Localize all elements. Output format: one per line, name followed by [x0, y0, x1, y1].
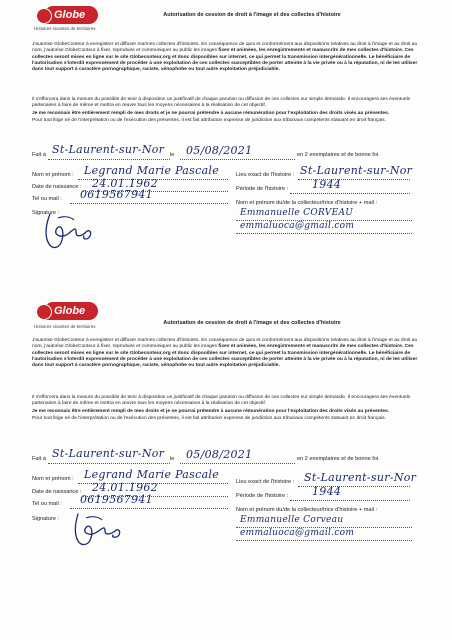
globeconteur-logo: Globe: [34, 302, 100, 324]
fait-a-value: St-Laurent-sur-Nor: [52, 143, 165, 156]
paragraph-consent: J'autorise GlobeConteur à enregistrer et diffuser ma/mes collectes d'histoires. En conséquence de quoi et conformément aux dispositions relatives au droit à l'image et au droit au nom, j'autorise GlobeConteur à fixer, reproduire et communiquer au public les images fixes et animées, les enregistrements et manuscrits de mes collectes d'histoire. Ces collectes seront mises en ligne sur le site Globeconteur.org et donc disponibles sur internet, ce qui permet la transmission intergénérationnelle. Le bénéficiaire de l'autorisation s'interdit expressément de procéder à une exploitation de ces collectes susceptibles de porter atteinte à la vie privée ou à la réputation, ni de les utiliser dans tout support à caractère pornographique, raciste, xénophobe ou tout autre exploitation préjudiciable.: [32, 338, 418, 369]
paragraph-consent: J'autorise GlobeConteur à enregistrer et diffuser ma/mes collectes d'histoires. En conséquence de quoi et conformément aux dispositions relatives au droit à l'image et au droit au nom, j'autorise GlobeConteur à fixer, reproduire et communiquer au public les images fixes et animées, les enregistrements et manuscrits de mes collectes d'histoire. Ces collectes seront mises en ligne sur le site Globeconteur.org et donc disponibles sur internet, ce qui permet la transmission intergénérationnelle. Le bénéficiaire de l'autorisation s'interdit expressément de procéder à une exploitation de ces collectes susceptibles de porter atteinte à la vie privée ou à la réputation, ni de les utiliser dans tout support à caractère pornographique, raciste, xénophobe ou tout autre exploitation préjudiciable.: [32, 42, 418, 73]
label-collecteur: Nom et prénom du/de la collecteur/trice d'histoire + mail :: [236, 507, 378, 513]
heart-icon: [36, 8, 52, 24]
label-date-naissance: Date de naissance :: [32, 489, 82, 495]
paragraph-jurisdiction: Pour tout litige né de l'interprétation ou de l'exécution des présentes, il est fait attribution expresse de juridiction aux tribunaux compétents statuant en droit français.: [32, 118, 386, 123]
globeconteur-logo: Globe: [34, 6, 100, 28]
label-nom-prenom: Nom et prénom :: [32, 172, 74, 178]
label-nom-prenom: Nom et prénom :: [32, 476, 74, 482]
label-copies: en 2 exemplaires et de bonne foi.: [297, 152, 380, 158]
nom-prenom-value: Legrand Marie Pascale: [84, 468, 220, 481]
label-tel-mail: Tel ou mail :: [32, 196, 62, 202]
logo-tagline: Histoires vivantes de territoires: [34, 26, 96, 31]
signature-drawing-1: [40, 208, 100, 254]
paragraph-rights: Je me reconnais être entièrement rempli de mes droits et je ne pourrai prétendre à aucune rémunération pour l'exploitation des droits visés au présentes.: [32, 111, 390, 116]
label-fait-a: Fait à: [32, 152, 46, 158]
document-title: Autorisation de cession de droit à l'image et des collectes d'histoire: [163, 320, 341, 326]
label-signature: Signature :: [32, 210, 60, 216]
label-periode: Période de l'histoire :: [236, 186, 289, 192]
nom-prenom-value: Legrand Marie Pascale: [84, 164, 220, 177]
periode-value: 1944: [312, 178, 342, 191]
tel-mail-value: 0619567941: [80, 493, 153, 506]
label-periode: Période de l'histoire :: [236, 493, 289, 499]
lieu-histoire-value: St-Laurent-sur-Nor: [304, 471, 417, 484]
label-collecteur: Nom et prénom du/de la collecteur/trice d'histoire + mail :: [236, 200, 378, 206]
label-lieu-histoire: Lieu exact de l'histoire :: [236, 479, 295, 485]
authorization-form-2: [0, 296, 452, 616]
collecteur-nom-value: Emmanuelle CORVEAU: [240, 208, 354, 218]
label-fait-a: Fait à: [32, 456, 46, 462]
label-copies: en 2 exemplaires et de bonne foi.: [297, 456, 380, 462]
label-lieu-histoire: Lieu exact de l'histoire :: [236, 172, 295, 178]
label-signature: Signature :: [32, 516, 60, 522]
paragraph-diffusion: Il s'efforcera dans la mesure du possible de tenir à disposition un justificatif de chaque parution ou diffusion de ces collectes sur simple demande. Il encouragera ses éventuels partenaires à faire de même et mettra en œuvre tous les moyens nécessaires à la réalisation de cet objectif.: [32, 97, 411, 109]
date-value: 05/08/2021: [186, 144, 253, 157]
heart-icon: [36, 304, 52, 320]
label-tel-mail: Tel ou mail :: [32, 501, 62, 507]
paragraph-diffusion: Il s'efforcera dans la mesure du possible de tenir à disposition un justificatif de chaque parution ou diffusion de ces collectes sur simple demande. Il encouragera ses éventuels partenaires à faire de même et mettra en œuvre tous les moyens nécessaires à la réalisation de cet objectif.: [32, 395, 411, 407]
logo-tagline: Histoires vivantes de territoires: [34, 324, 96, 329]
document-title: Autorisation de cession de droit à l'image et des collectes d'histoire: [163, 12, 341, 18]
date-naissance-value: 24.01.1962: [92, 481, 158, 494]
signature-drawing-2: [70, 510, 130, 550]
periode-value: 1944: [312, 485, 342, 498]
paragraph-jurisdiction: Pour tout litige né de l'interprétation ou de l'exécution des présentes, il est fait attribution expresse de juridiction aux tribunaux compétents statuant en droit français.: [32, 416, 386, 421]
lieu-histoire-value: St-Laurent-sur-Nor: [300, 164, 413, 177]
label-date-naissance: Date de naissance :: [32, 184, 82, 190]
label-le: le: [170, 456, 175, 462]
label-le: le: [170, 152, 175, 158]
date-value: 05/08/2021: [186, 448, 253, 461]
date-naissance-value: 24.01.1962: [92, 177, 158, 190]
paragraph-rights: Je me reconnais être entièrement rempli de mes droits et je ne pourrai prétendre à aucune rémunération pour l'exploitation des droits visés au présentes.: [32, 409, 390, 414]
collecteur-mail-value: emmaluoca@gmail.com: [240, 528, 355, 538]
collecteur-mail-value: emmaluoca@gmail.com: [240, 221, 355, 231]
fait-a-value: St-Laurent-sur-Nor: [52, 447, 165, 460]
collecteur-nom-value: Emmanuelle Corveau: [240, 515, 344, 525]
tel-mail-value: 0619567941: [80, 188, 153, 201]
